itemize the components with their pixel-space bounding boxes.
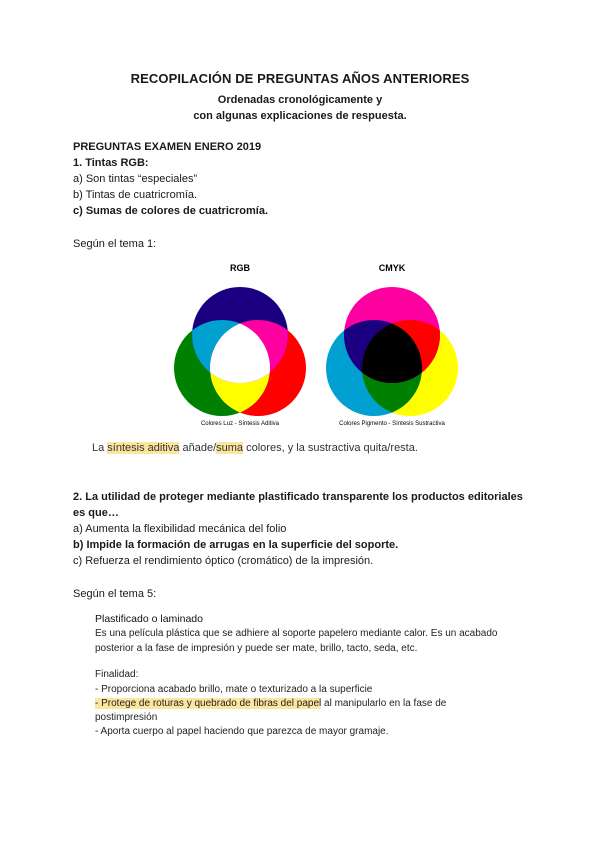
q1-reference: Según el tema 1: — [73, 238, 157, 250]
cmyk-label: CMYK — [378, 263, 406, 273]
source-bullet-2-line2: postimpresión — [95, 712, 158, 723]
rgb-label: RGB — [230, 263, 250, 273]
cmyk-caption: Colores Pigmento - Síntesis Sustractiva — [339, 421, 445, 427]
q1-question: 1. Tintas RGB: — [73, 157, 149, 169]
rgb-caption: Colores Luz - Síntesis Aditiva — [200, 421, 280, 427]
q1-explanation-highlight-1: síntesis aditiva — [107, 442, 180, 454]
q2-option-c: c) Refuerza el rendimiento óptico (cromático) de la impresión. — [73, 555, 374, 567]
source-line-2: posterior a la fase de impresión y puede ser mate, brillo, tacto, seda, etc. — [95, 643, 418, 654]
rgb-venn — [174, 287, 306, 416]
q1-explanation — [92, 442, 418, 454]
cmyk-venn — [326, 287, 458, 416]
q2-question-line2: es que… — [73, 507, 119, 519]
q2-option-a: a) Aumenta la flexibilidad mecánica del folio — [73, 523, 287, 535]
q1-option-b: b) Tintas de cuatricromía. — [73, 189, 198, 201]
source-bullet-2 — [95, 698, 446, 709]
page-subtitle-line2: con algunas explicaciones de respuesta. — [193, 110, 407, 122]
page-title: RECOPILACIÓN DE PREGUNTAS AÑOS ANTERIORES — [130, 71, 470, 86]
color-synthesis-diagram — [170, 258, 470, 430]
q2-reference: Según el tema 5: — [73, 588, 157, 600]
q2-question-line1: 2. La utilidad de proteger mediante plastificado transparente los productos editoriales — [73, 491, 523, 503]
page-subtitle-line1: Ordenadas cronológicamente y — [217, 94, 383, 106]
q1-option-c: c) Sumas de colores de cuatricromía. — [73, 205, 269, 217]
exam-heading: PREGUNTAS EXAMEN ENERO 2019 — [73, 141, 262, 153]
q1-option-a: a) Son tintas “especiales” — [73, 173, 198, 185]
source-bullet-2-rest: al manipularlo en la fase de — [321, 698, 447, 709]
q2-option-b: b) Impide la formación de arrugas en la superficie del soporte. — [73, 539, 399, 551]
q1-explanation-suffix: colores, y la sustractiva quita/resta. — [243, 442, 418, 454]
source-bullet-1: - Proporciona acabado brillo, mate o texturizado a la superficie — [95, 684, 373, 695]
source-line-1: Es una película plástica que se adhiere al soporte papelero mediante calor. Es un acabado — [95, 628, 498, 639]
q1-explanation-middle: añade/ — [179, 442, 217, 454]
q1-explanation-prefix: La — [92, 442, 108, 454]
source-finalidad: Finalidad: — [95, 669, 139, 680]
source-bullet-2-highlight: - Protege de roturas y quebrado de fibras del papel — [95, 698, 322, 709]
q1-explanation-highlight-2: suma — [216, 442, 244, 454]
source-title: Plastificado o laminado — [95, 613, 203, 625]
source-bullet-3: - Aporta cuerpo al papel haciendo que parezca de mayor gramaje. — [95, 726, 389, 737]
